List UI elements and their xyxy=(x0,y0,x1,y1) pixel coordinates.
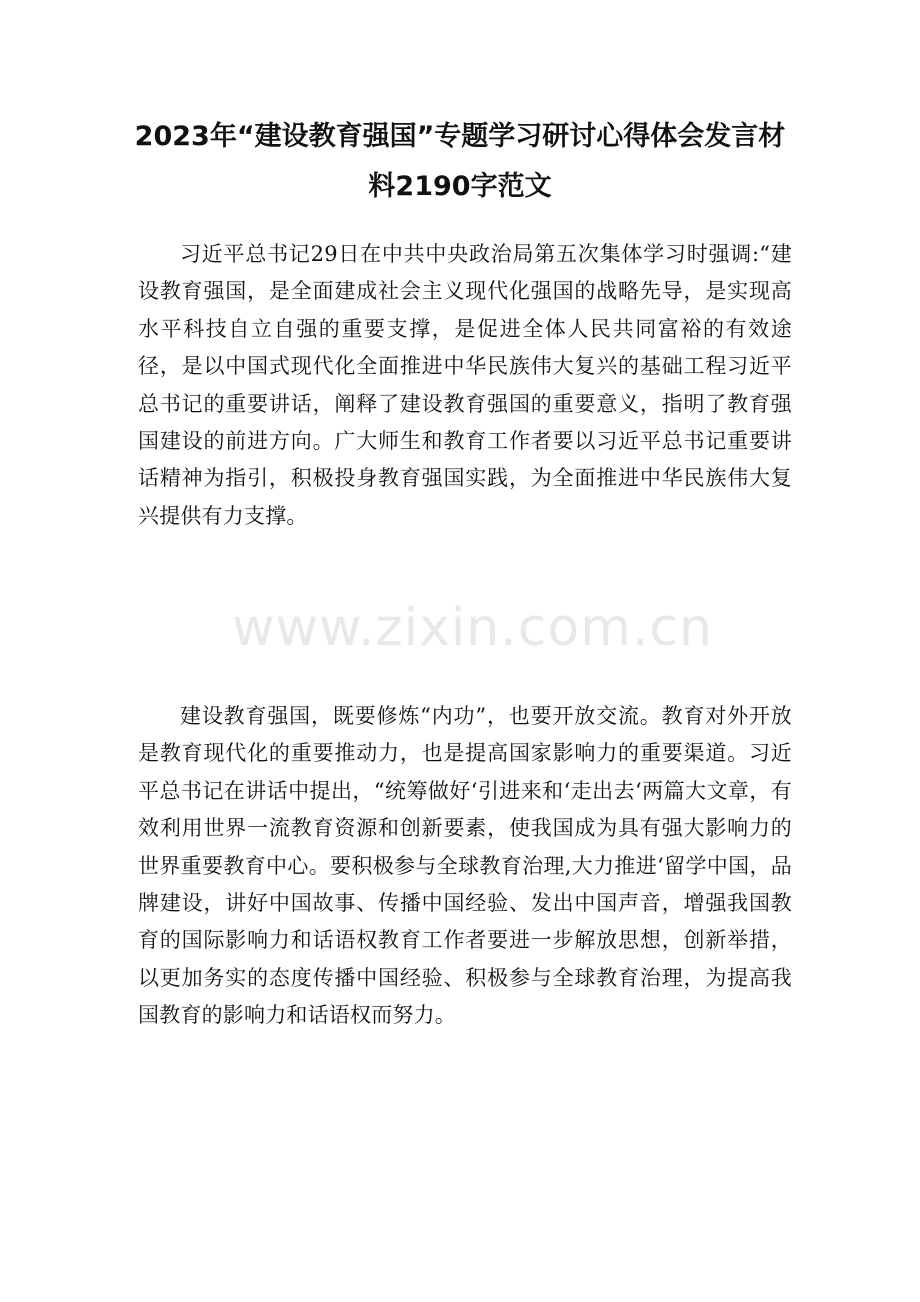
watermark-text: www.zixin.com.cn xyxy=(232,598,713,658)
paragraph-2: 建设教育强国，既要修炼“内功”，也要开放交流。教育对外开放是教育现代化的重要推动力，也是提高国家影响力的重要渠道。习近平总书记在讲话中提出，“统筹做好‘引进来和‘走出去‘两篇大文章，有效利用世界一流教育资源和创新要素，使我国成为具有强大影响力的世界重要教育中心。要积极参与全球教育治理,大力推进‘留学中国，品牌建设，讲好中国故事、传播中国经验、发出中国声音，增强我国教育的国际影响力和话语权教育工作者要进一步解放思想，创新举措，以更加务实的态度传播中国经验、积极参与全球教育治理，为提高我国教育的影响力和话语权而努力。 xyxy=(138,704,792,1028)
document-title: 2023年“建设教育强国”专题学习研讨心得体会发言材料2190字范文 xyxy=(134,121,786,202)
paragraph-1: 习近平总书记29日在中共中央政治局第五次集体学习时强调:“建设教育强国，是全面建成社会主义现代化强国的战略先导，是实现高水平科技自立自强的重要支撑，是促进全体人民共同富裕的有效途径，是以中国式现代化全面推进中华民族伟大复兴的基础工程习近平总书记的重要讲话，阐释了建设教育强国的重要意义，指明了教育强国建设的前进方向。广大师生和教育工作者要以习近平总书记重要讲话精神为指引，积极投身教育强国实践，为全面推进中华民族伟大复兴提供有力支撑。 xyxy=(138,242,792,528)
